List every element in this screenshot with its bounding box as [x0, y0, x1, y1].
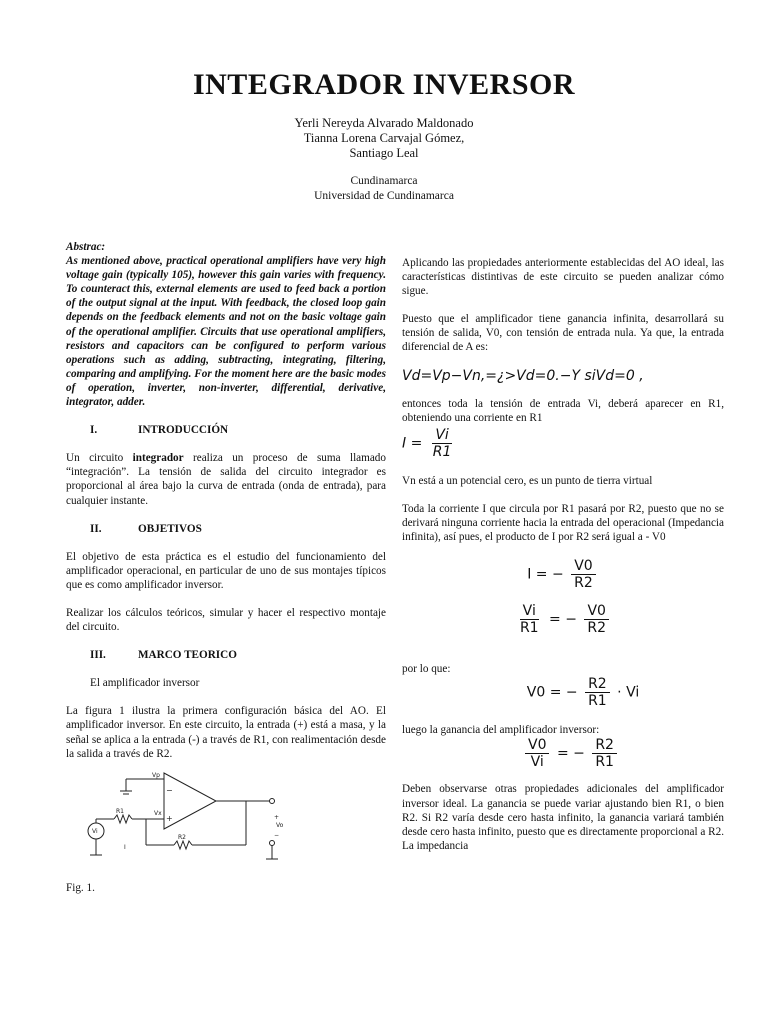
- right-paragraph-2: Puesto que el amplificador tiene ganancia infinita, desarrollará su tensión de salida, V0, con tensión de entrada nula. Ya que, la entrada diferencial de A es:: [402, 313, 724, 354]
- fraction-left: [517, 603, 542, 636]
- intro-text-bold: integrador: [132, 452, 184, 465]
- author-3: Santiago Leal: [349, 146, 419, 160]
- subsection-title: El amplificador inversor: [90, 677, 200, 690]
- fraction: [585, 676, 610, 709]
- section-heading-marco: [66, 648, 386, 662]
- denominator: R1: [595, 754, 614, 771]
- label-vx: Vx: [154, 809, 162, 817]
- figure-caption: Fig. 1.: [66, 881, 95, 894]
- figure-1: [66, 769, 386, 895]
- numerator: V0: [571, 558, 595, 575]
- section-title: MARCO TEORICO: [138, 649, 237, 662]
- numerator: V0: [584, 603, 608, 620]
- section-heading-intro: [66, 423, 386, 437]
- author-list: [0, 116, 768, 161]
- denominator: R2: [587, 620, 607, 637]
- opamp-minus-sign: −: [166, 785, 173, 795]
- equation-vi-r1: [402, 603, 724, 636]
- abstract-text: As mentioned above, practical operational amplifiers have very high voltage gain (typically 105), however this gain varies with frequency. To counteract this, external elements are used to feed back a portion of the output signal at the input. With feedback, the closed loop gain depends on the feedback elements and not on the basic voltage gain of the operational amplifier. Circuits that use operational amplifiers, resistors and capacitors can be configured to perform various operations such as adding, subtracting, integrating, filtering, comparing and amplifying. For the moment here are the basic modes of operation, inverter, non-inverter, differential, derivative, integrator, adder.: [66, 255, 386, 409]
- intro-text-a: Un circuito: [66, 452, 133, 465]
- right-paragraph-5: Toda la corriente I que circula por R1 pasará por R2, puesto que no se derivará ninguna corriente hacia la entrada del operacional (Impedancia infinita), así pues, el producto de I por R2 será igual a - V0: [402, 502, 724, 544]
- denominator: R1: [519, 620, 539, 637]
- numerator: R2: [592, 737, 617, 754]
- label-current: I: [124, 843, 126, 851]
- numerator: R2: [585, 676, 610, 693]
- right-paragraph-8: Deben observarse otras propiedades adicionales del amplificador inversor ideal. La ganancia se puede variar ajustando bien R1, o bien R2. Si R2 varía desde cero hasta infinito, la ganancia variará también desde cero hasta infinito, puesto que es directamente proporcional a R2. La impedancia: [402, 783, 724, 852]
- equation-gain: [522, 737, 724, 770]
- author-1: Yerli Nereyda Alvarado Maldonado: [294, 116, 474, 130]
- label-plus: +: [274, 813, 280, 821]
- left-column: [66, 240, 386, 901]
- eq-operator: = −: [556, 745, 585, 762]
- objetivos-paragraph-2: Realizar los cálculos teóricos, simular y hacer el respectivo montaje del circuito.: [66, 606, 386, 634]
- equation-v0: [442, 676, 724, 709]
- numerator: Vi: [432, 427, 451, 444]
- equation-vd: Vd=Vp−Vn,=¿>Vd=0.−Y siVd=0 ,: [402, 367, 644, 384]
- fraction-left: [525, 737, 549, 770]
- eq-lhs: I =: [402, 435, 423, 452]
- abstract: [66, 240, 386, 409]
- label-r1: R1: [116, 807, 124, 815]
- fraction-right: [584, 603, 609, 636]
- right-paragraph-3: entonces toda la tensión de entrada Vi, deberá aparecer en R1, obteniendo una corriente en R1: [402, 397, 724, 424]
- equation-i-v0: [402, 558, 724, 591]
- intro-text-b: realiza un proceso de suma llamado “integración”. La tensión de salida del circuito integrador es proporcional al área bajo la curva de entrada (onda de entrada), para cualquier instante.: [66, 452, 386, 507]
- marco-paragraph: La figura 1 ilustra la primera configuración básica del AO. El amplificador inversor. En este circuito, la entrada (+) está a masa, y la señal se aplica a la entrada (-) a través de R1, con realimentación desde la salida a través de R2.: [66, 705, 386, 760]
- section-number: III.: [90, 649, 106, 662]
- denominator: Vi: [530, 754, 544, 771]
- denominator: R2: [574, 575, 593, 592]
- fraction: [571, 558, 596, 591]
- denominator: R1: [588, 693, 607, 710]
- section-number: I.: [90, 424, 98, 437]
- label-vp: Vp: [152, 771, 160, 779]
- intro-paragraph: [66, 451, 386, 507]
- fraction: [430, 427, 455, 460]
- label-vo: Vo: [276, 821, 284, 829]
- affiliation-region: Cundinamarca: [350, 175, 418, 187]
- label-minus: −: [274, 831, 280, 839]
- section-title: OBJETIVOS: [138, 522, 202, 535]
- eq-rhs: · Vi: [617, 684, 640, 701]
- objetivos-paragraph-1: El objetivo de esta práctica es el estudio del funcionamiento del amplificador operacional, en particular de uno de sus montajes típicos que es como amplificador inversor.: [66, 550, 386, 591]
- denominator: R1: [432, 443, 452, 460]
- fraction-right: [592, 737, 617, 770]
- paper-title: INTEGRADOR INVERSOR: [192, 68, 576, 101]
- affiliation: [0, 174, 768, 204]
- right-paragraph-4: Vn está a un potencial cero, es un punto de tierra virtual: [402, 474, 653, 487]
- author-2: Tianna Lorena Carvajal Gómez,: [303, 131, 465, 145]
- section-title: INTRODUCCIÓN: [138, 424, 229, 437]
- right-paragraph-7: luego la ganancia del amplificador inversor:: [402, 724, 600, 737]
- opamp-plus-sign: +: [166, 813, 173, 823]
- right-paragraph-1: Aplicando las propiedades anteriormente establecidas del AO ideal, las características distintivas de este circuito se pueden analizar cómo sigue.: [402, 257, 724, 298]
- numerator: Vi: [520, 603, 539, 620]
- eq-lhs: I = −: [527, 566, 564, 583]
- eq-lhs: V0 = −: [526, 684, 578, 701]
- affiliation-university: Universidad de Cundinamarca: [314, 190, 454, 202]
- abstract-label: Abstrac:: [66, 241, 106, 253]
- inverting-amplifier-schematic: [66, 769, 296, 873]
- eq-operator: = −: [549, 611, 577, 628]
- numerator: V0: [525, 737, 549, 754]
- right-paragraph-6: por lo que:: [402, 663, 451, 676]
- right-column: [402, 256, 724, 867]
- section-number: II.: [90, 522, 102, 535]
- label-vi: Vi: [92, 827, 98, 835]
- label-r2: R2: [178, 833, 186, 841]
- section-heading-objetivos: [66, 522, 386, 536]
- equation-current: [402, 427, 724, 460]
